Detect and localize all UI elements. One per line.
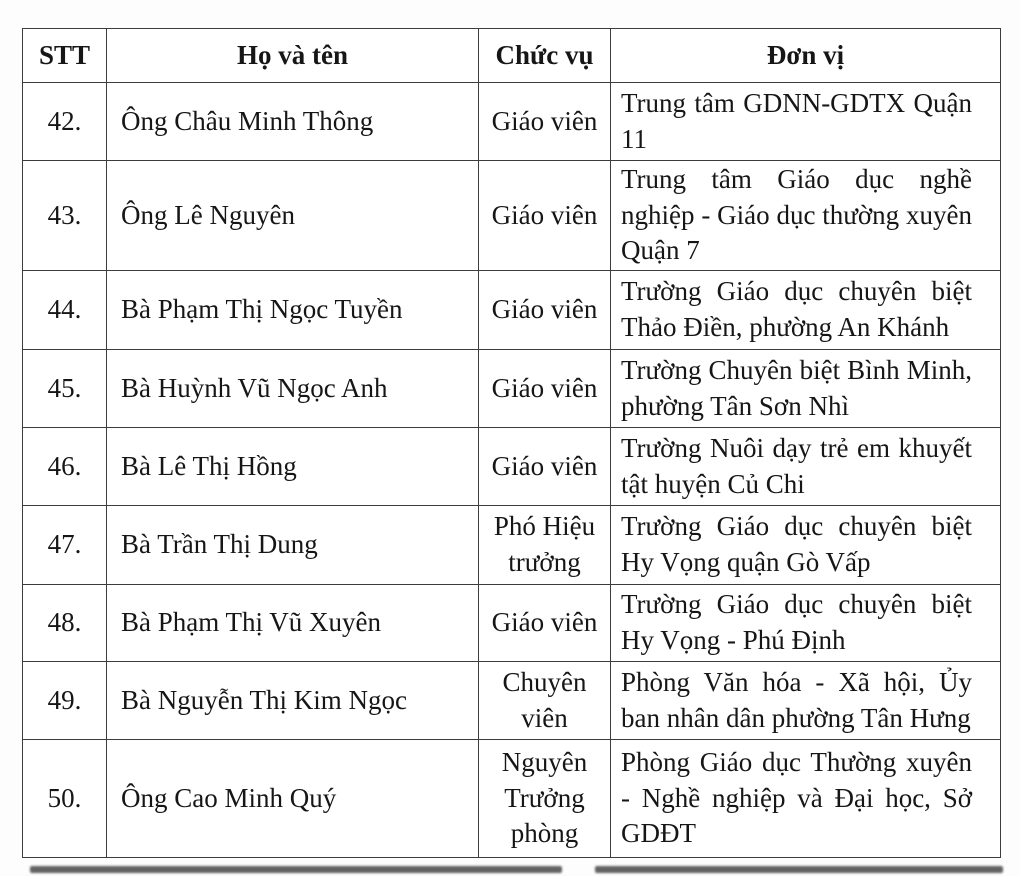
unit-cell: Trường Giáo dục chuyên biệt Thảo Điền, phường An Khánh bbox=[611, 271, 1001, 350]
table-row bbox=[23, 428, 1001, 506]
name-cell: Bà Trần Thị Dung bbox=[107, 506, 479, 585]
unit-cell: Trường Chuyên biệt Bình Minh, phường Tân Sơn Nhì bbox=[611, 350, 1001, 428]
page-edge-shadow bbox=[30, 866, 1015, 874]
name-cell: Bà Lê Thị Hồng bbox=[107, 428, 479, 506]
unit-cell: Trung tâm Giáo dục nghề nghiệp - Giáo dục thường xuyên Quận 7 bbox=[611, 161, 1001, 271]
header-position: Chức vụ bbox=[479, 29, 611, 83]
unit-cell: Trường Giáo dục chuyên biệt Hy Vọng - Phú Định bbox=[611, 585, 1001, 662]
unit-cell: Trường Giáo dục chuyên biệt Hy Vọng quận Gò Vấp bbox=[611, 506, 1001, 585]
unit-cell: Trung tâm GDNN-GDTX Quận 11 bbox=[611, 83, 1001, 161]
position-cell: Chuyên viên bbox=[479, 662, 611, 740]
position-cell: Giáo viên bbox=[479, 161, 611, 271]
name-cell: Bà Phạm Thị Vũ Xuyên bbox=[107, 585, 479, 662]
stt-cell: 47. bbox=[23, 506, 107, 585]
name-cell: Bà Nguyễn Thị Kim Ngọc bbox=[107, 662, 479, 740]
table-row bbox=[23, 740, 1001, 858]
header-unit: Đơn vị bbox=[611, 29, 1001, 83]
name-cell: Ông Cao Minh Quý bbox=[107, 740, 479, 858]
position-cell: Giáo viên bbox=[479, 428, 611, 506]
stt-cell: 50. bbox=[23, 740, 107, 858]
table-row bbox=[23, 585, 1001, 662]
stt-cell: 45. bbox=[23, 350, 107, 428]
name-cell: Bà Phạm Thị Ngọc Tuyền bbox=[107, 271, 479, 350]
stt-cell: 46. bbox=[23, 428, 107, 506]
header-row bbox=[23, 29, 1001, 83]
unit-cell: Phòng Văn hóa - Xã hội, Ủy ban nhân dân phường Tân Hưng bbox=[611, 662, 1001, 740]
table-row bbox=[23, 506, 1001, 585]
stt-cell: 42. bbox=[23, 83, 107, 161]
table-row bbox=[23, 83, 1001, 161]
shadow-segment bbox=[595, 866, 1003, 873]
table-row bbox=[23, 662, 1001, 740]
stt-cell: 43. bbox=[23, 161, 107, 271]
shadow-segment bbox=[30, 866, 562, 873]
header-stt: STT bbox=[23, 29, 107, 83]
table-row bbox=[23, 271, 1001, 350]
name-cell: Ông Lê Nguyên bbox=[107, 161, 479, 271]
table-row bbox=[23, 161, 1001, 271]
personnel-table bbox=[22, 28, 1001, 858]
table-row bbox=[23, 350, 1001, 428]
position-cell: Phó Hiệu trưởng bbox=[479, 506, 611, 585]
stt-cell: 44. bbox=[23, 271, 107, 350]
name-cell: Bà Huỳnh Vũ Ngọc Anh bbox=[107, 350, 479, 428]
position-cell: Giáo viên bbox=[479, 585, 611, 662]
header-name: Họ và tên bbox=[107, 29, 479, 83]
position-cell: Giáo viên bbox=[479, 83, 611, 161]
unit-cell: Phòng Giáo dục Thường xuyên - Nghề nghiệp và Đại học, Sở GDĐT bbox=[611, 740, 1001, 858]
position-cell: Nguyên Trưởng phòng bbox=[479, 740, 611, 858]
unit-cell: Trường Nuôi dạy trẻ em khuyết tật huyện Củ Chi bbox=[611, 428, 1001, 506]
position-cell: Giáo viên bbox=[479, 271, 611, 350]
stt-cell: 48. bbox=[23, 585, 107, 662]
name-cell: Ông Châu Minh Thông bbox=[107, 83, 479, 161]
stt-cell: 49. bbox=[23, 662, 107, 740]
position-cell: Giáo viên bbox=[479, 350, 611, 428]
